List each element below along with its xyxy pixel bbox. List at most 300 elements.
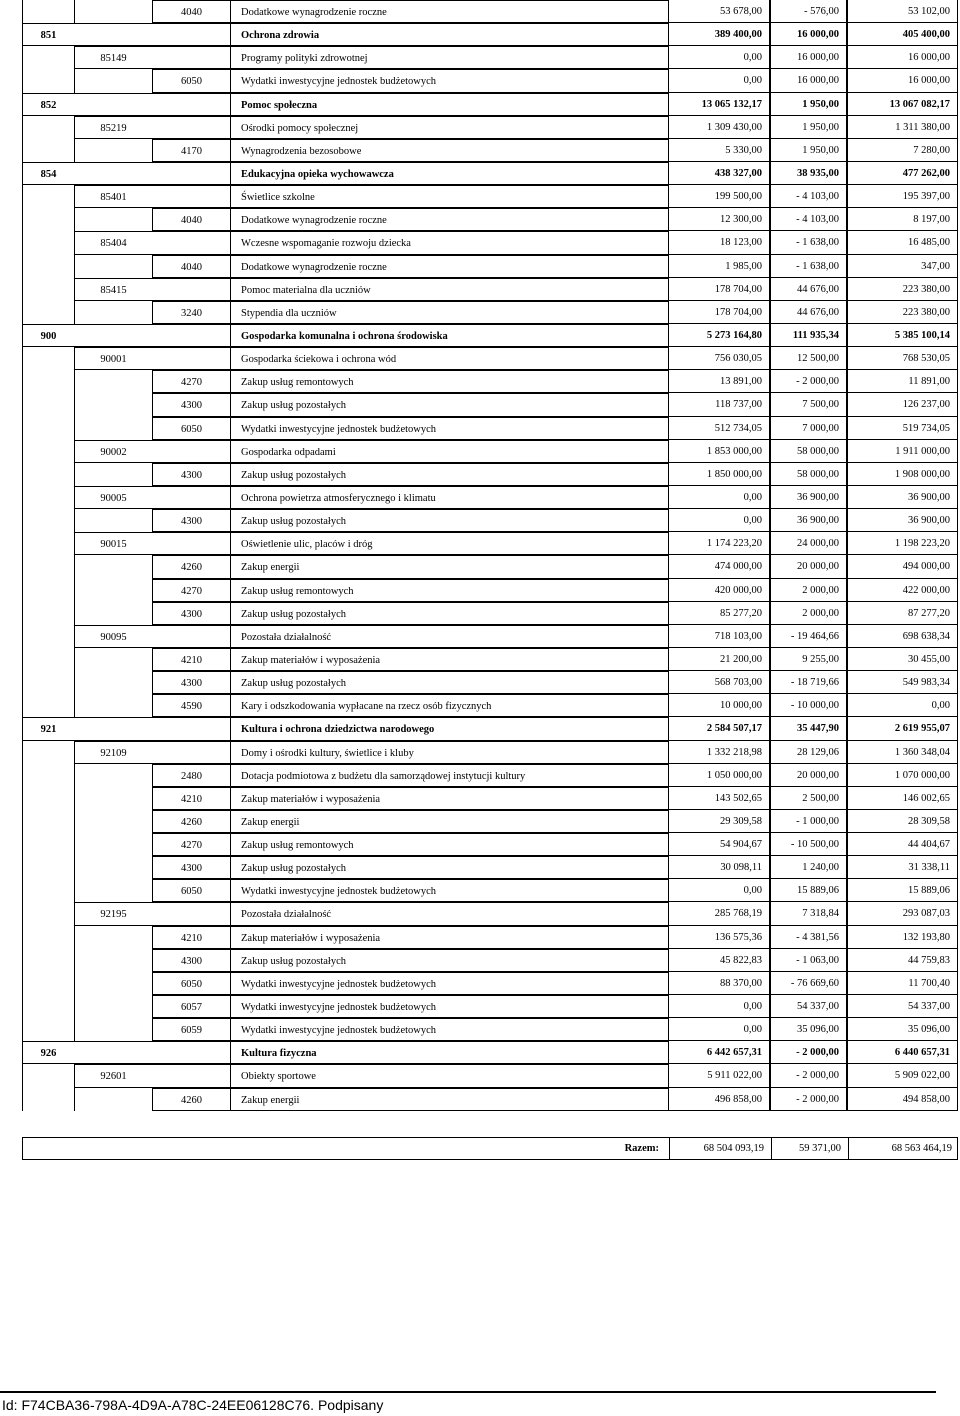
division-code (22, 926, 74, 949)
chapter-code: 85149 (74, 46, 152, 69)
plan-value: 0,00 (668, 68, 770, 92)
item-name: Gospodarka komunalna i ochrona środowiska (230, 324, 668, 347)
plan-value: 420 000,00 (668, 578, 770, 602)
table-row (22, 671, 958, 694)
change-value: 28 129,06 (770, 740, 847, 764)
after-change-value: 195 397,00 (847, 184, 958, 208)
after-change-value: 28 309,58 (847, 809, 958, 833)
paragraph-code (152, 116, 230, 139)
chapter-code: 85415 (74, 278, 152, 301)
item-name: Dodatkowe wynagrodzenie roczne (230, 255, 668, 278)
plan-value: 143 502,65 (668, 786, 770, 810)
paragraph-code (152, 278, 230, 301)
change-value: 16 000,00 (770, 45, 847, 69)
table-row (22, 995, 958, 1018)
paragraph-code (152, 185, 230, 208)
paragraph-code: 4170 (152, 139, 230, 162)
chapter-code (74, 787, 152, 810)
change-value: - 1 638,00 (770, 254, 847, 278)
total-plan: 68 504 093,19 (669, 1138, 771, 1159)
paragraph-code: 4300 (152, 856, 230, 879)
chapter-code (74, 764, 152, 787)
item-name: Ochrona powietrza atmosferycznego i klimatu (230, 486, 668, 509)
item-name: Wydatki inwestycyjne jednostek budżetowych (230, 1018, 668, 1041)
plan-value: 718 103,00 (668, 624, 770, 648)
chapter-code (74, 1018, 152, 1041)
table-row (22, 278, 958, 301)
chapter-code (74, 417, 152, 440)
item-name: Zakup usług pozostałych (230, 463, 668, 486)
table-row (22, 1064, 958, 1087)
item-name: Wydatki inwestycyjne jednostek budżetowych (230, 417, 668, 440)
change-value: 9 255,00 (770, 647, 847, 671)
paragraph-code: 4210 (152, 787, 230, 810)
item-name: Kultura fizyczna (230, 1041, 668, 1064)
after-change-value: 494 858,00 (847, 1087, 958, 1111)
chapter-code (74, 1088, 152, 1111)
change-value: 7 000,00 (770, 416, 847, 440)
change-value: 1 240,00 (770, 855, 847, 879)
after-change-value: 1 311 380,00 (847, 115, 958, 139)
paragraph-code (152, 1041, 230, 1064)
division-code (22, 879, 74, 902)
item-name: Zakup usług remontowych (230, 370, 668, 393)
change-value: - 2 000,00 (770, 1040, 847, 1064)
after-change-value: 2 619 955,07 (847, 716, 958, 740)
division-code (22, 555, 74, 578)
division-code (22, 579, 74, 602)
paragraph-code: 4040 (152, 208, 230, 231)
after-change-value: 698 638,34 (847, 624, 958, 648)
chapter-code (74, 926, 152, 949)
change-value: 1 950,00 (770, 92, 847, 116)
after-change-value: 1 911 000,00 (847, 439, 958, 463)
chapter-code (74, 671, 152, 694)
chapter-code (74, 856, 152, 879)
table-row (22, 463, 958, 486)
division-code (22, 139, 74, 162)
plan-value: 438 327,00 (668, 161, 770, 185)
change-value: - 1 063,00 (770, 948, 847, 972)
item-name: Ochrona zdrowia (230, 23, 668, 46)
item-name: Zakup materiałów i wyposażenia (230, 787, 668, 810)
paragraph-code: 4270 (152, 579, 230, 602)
plan-value: 13 065 132,17 (668, 92, 770, 116)
table-row (22, 231, 958, 254)
division-code (22, 278, 74, 301)
chapter-code (74, 972, 152, 995)
plan-value: 45 822,83 (668, 948, 770, 972)
change-value: - 2 000,00 (770, 369, 847, 393)
chapter-code: 85219 (74, 116, 152, 139)
chapter-code (74, 879, 152, 902)
change-value: 38 935,00 (770, 161, 847, 185)
table-row (22, 764, 958, 787)
paragraph-code (152, 440, 230, 463)
change-value: 7 318,84 (770, 901, 847, 925)
division-code (22, 949, 74, 972)
chapter-code: 92601 (74, 1064, 152, 1087)
change-value: - 1 000,00 (770, 809, 847, 833)
table-row (22, 116, 958, 139)
paragraph-code (152, 1064, 230, 1087)
division-code (22, 741, 74, 764)
plan-value: 1 850 000,00 (668, 462, 770, 486)
division-code (22, 116, 74, 139)
after-change-value: 1 198 223,20 (847, 531, 958, 555)
chapter-code (74, 810, 152, 833)
item-name: Wydatki inwestycyjne jednostek budżetowych (230, 69, 668, 92)
chapter-code (74, 23, 152, 46)
table-row (22, 347, 958, 370)
division-code (22, 625, 74, 648)
item-name: Stypendia dla uczniów (230, 301, 668, 324)
paragraph-code: 4300 (152, 949, 230, 972)
paragraph-code: 4210 (152, 926, 230, 949)
plan-value: 0,00 (668, 994, 770, 1018)
item-name: Domy i ośrodki kultury, świetlice i kluby (230, 741, 668, 764)
plan-value: 1 985,00 (668, 254, 770, 278)
plan-value: 18 123,00 (668, 230, 770, 254)
division-code (22, 509, 74, 532)
item-name: Zakup materiałów i wyposażenia (230, 648, 668, 671)
after-change-value: 44 759,83 (847, 948, 958, 972)
after-change-value: 132 193,80 (847, 925, 958, 949)
after-change-value: 16 000,00 (847, 68, 958, 92)
chapter-code (74, 602, 152, 625)
division-code (22, 370, 74, 393)
plan-value: 199 500,00 (668, 184, 770, 208)
table-row (22, 648, 958, 671)
item-name: Wydatki inwestycyjne jednostek budżetowych (230, 972, 668, 995)
item-name: Zakup usług pozostałych (230, 509, 668, 532)
table-row (22, 393, 958, 416)
table-row (22, 879, 958, 902)
plan-value: 1 853 000,00 (668, 439, 770, 463)
change-value: - 10 000,00 (770, 693, 847, 717)
chapter-code (74, 93, 152, 116)
plan-value: 136 575,36 (668, 925, 770, 949)
chapter-code: 90001 (74, 347, 152, 370)
table-row (22, 255, 958, 278)
plan-value: 6 442 657,31 (668, 1040, 770, 1064)
item-name: Zakup usług pozostałych (230, 671, 668, 694)
chapter-code: 92195 (74, 902, 152, 925)
division-code (22, 46, 74, 69)
division-code (22, 671, 74, 694)
chapter-code (74, 579, 152, 602)
table-row (22, 301, 958, 324)
paragraph-code: 4040 (152, 0, 230, 23)
table-row (22, 625, 958, 648)
item-name: Ośrodki pomocy społecznej (230, 116, 668, 139)
plan-value: 0,00 (668, 878, 770, 902)
chapter-code (74, 324, 152, 347)
change-value: 111 935,34 (770, 323, 847, 347)
division-code (22, 463, 74, 486)
plan-value: 178 704,00 (668, 277, 770, 301)
change-value: 15 889,06 (770, 878, 847, 902)
table-row (22, 185, 958, 208)
paragraph-code (152, 486, 230, 509)
chapter-code (74, 509, 152, 532)
total-after: 68 563 464,19 (848, 1138, 959, 1159)
after-change-value: 549 983,34 (847, 670, 958, 694)
plan-value: 389 400,00 (668, 22, 770, 46)
table-row (22, 949, 958, 972)
plan-value: 29 309,58 (668, 809, 770, 833)
change-value: - 10 500,00 (770, 832, 847, 856)
table-row (22, 162, 958, 185)
plan-value: 512 734,05 (668, 416, 770, 440)
division-code: 900 (22, 324, 74, 347)
change-value: 2 000,00 (770, 601, 847, 625)
table-row (22, 902, 958, 925)
paragraph-code: 2480 (152, 764, 230, 787)
plan-value: 5 911 022,00 (668, 1063, 770, 1087)
change-value: - 4 381,56 (770, 925, 847, 949)
paragraph-code (152, 23, 230, 46)
item-name: Zakup materiałów i wyposażenia (230, 926, 668, 949)
change-value: 58 000,00 (770, 439, 847, 463)
plan-value: 10 000,00 (668, 693, 770, 717)
chapter-code (74, 717, 152, 740)
after-change-value: 5 385 100,14 (847, 323, 958, 347)
footer-divider (0, 1391, 936, 1393)
after-change-value: 0,00 (847, 693, 958, 717)
table-row (22, 555, 958, 578)
division-code (22, 856, 74, 879)
plan-value: 285 768,19 (668, 901, 770, 925)
division-code (22, 764, 74, 787)
plan-value: 1 174 223,20 (668, 531, 770, 555)
paragraph-code (152, 625, 230, 648)
paragraph-code (152, 46, 230, 69)
paragraph-code: 3240 (152, 301, 230, 324)
paragraph-code: 6057 (152, 995, 230, 1018)
total-row (22, 1137, 958, 1160)
after-change-value: 87 277,20 (847, 601, 958, 625)
table-row (22, 486, 958, 509)
table-row (22, 46, 958, 69)
chapter-code (74, 463, 152, 486)
paragraph-code (152, 717, 230, 740)
item-name: Pozostała działalność (230, 625, 668, 648)
division-code: 852 (22, 93, 74, 116)
change-value: - 1 638,00 (770, 230, 847, 254)
item-name: Zakup usług remontowych (230, 579, 668, 602)
item-name: Dotacja podmiotowa z budżetu dla samorządowej instytucji kultury (230, 764, 668, 787)
change-value: 58 000,00 (770, 462, 847, 486)
table-row (22, 926, 958, 949)
after-change-value: 146 002,65 (847, 786, 958, 810)
change-value: - 4 103,00 (770, 184, 847, 208)
chapter-code: 92109 (74, 741, 152, 764)
division-code (22, 787, 74, 810)
after-change-value: 7 280,00 (847, 138, 958, 162)
after-change-value: 13 067 082,17 (847, 92, 958, 116)
change-value: 35 096,00 (770, 1017, 847, 1041)
paragraph-code: 4300 (152, 393, 230, 416)
item-name: Dodatkowe wynagrodzenie roczne (230, 0, 668, 23)
change-value: 36 900,00 (770, 485, 847, 509)
division-code (22, 602, 74, 625)
plan-value: 5 330,00 (668, 138, 770, 162)
table-row (22, 717, 958, 740)
division-code: 926 (22, 1041, 74, 1064)
paragraph-code (152, 162, 230, 185)
item-name: Kary i odszkodowania wypłacane na rzecz osób fizycznych (230, 694, 668, 717)
table-row (22, 972, 958, 995)
table-row (22, 440, 958, 463)
plan-value: 5 273 164,80 (668, 323, 770, 347)
chapter-code (74, 255, 152, 278)
after-change-value: 1 070 000,00 (847, 763, 958, 787)
document-id-footer: Id: F74CBA36-798A-4D9A-A78C-24EE06128C76. Podpisany (2, 1397, 384, 1413)
chapter-code (74, 69, 152, 92)
after-change-value: 223 380,00 (847, 277, 958, 301)
paragraph-code: 4270 (152, 833, 230, 856)
division-code (22, 532, 74, 555)
plan-value: 1 309 430,00 (668, 115, 770, 139)
change-value: 7 500,00 (770, 392, 847, 416)
plan-value: 21 200,00 (668, 647, 770, 671)
change-value: - 2 000,00 (770, 1087, 847, 1111)
item-name: Zakup usług pozostałych (230, 949, 668, 972)
table-row (22, 1018, 958, 1041)
change-value: - 76 669,60 (770, 971, 847, 995)
division-code (22, 972, 74, 995)
table-row (22, 1041, 958, 1064)
after-change-value: 494 000,00 (847, 554, 958, 578)
change-value: 12 500,00 (770, 346, 847, 370)
item-name: Pomoc materialna dla uczniów (230, 278, 668, 301)
plan-value: 568 703,00 (668, 670, 770, 694)
chapter-code (74, 301, 152, 324)
item-name: Zakup usług pozostałych (230, 393, 668, 416)
after-change-value: 422 000,00 (847, 578, 958, 602)
change-value: 24 000,00 (770, 531, 847, 555)
division-code (22, 1018, 74, 1041)
paragraph-code (152, 902, 230, 925)
item-name: Zakup usług pozostałych (230, 856, 668, 879)
item-name: Zakup energii (230, 1088, 668, 1111)
chapter-code (74, 995, 152, 1018)
change-value: - 2 000,00 (770, 1063, 847, 1087)
paragraph-code: 6050 (152, 417, 230, 440)
item-name: Zakup usług remontowych (230, 833, 668, 856)
table-row (22, 579, 958, 602)
after-change-value: 519 734,05 (847, 416, 958, 440)
total-label: Razem: (624, 1143, 659, 1154)
division-code (22, 417, 74, 440)
table-row (22, 602, 958, 625)
chapter-code (74, 208, 152, 231)
table-row (22, 1088, 958, 1111)
after-change-value: 16 485,00 (847, 230, 958, 254)
division-code: 851 (22, 23, 74, 46)
table-row (22, 69, 958, 92)
plan-value: 0,00 (668, 508, 770, 532)
table-row (22, 370, 958, 393)
after-change-value: 35 096,00 (847, 1017, 958, 1041)
division-code (22, 208, 74, 231)
item-name: Wynagrodzenia bezosobowe (230, 139, 668, 162)
after-change-value: 31 338,11 (847, 855, 958, 879)
chapter-code: 90005 (74, 486, 152, 509)
change-value: 44 676,00 (770, 277, 847, 301)
paragraph-code: 6059 (152, 1018, 230, 1041)
item-name: Gospodarka ściekowa i ochrona wód (230, 347, 668, 370)
paragraph-code: 4300 (152, 602, 230, 625)
chapter-code (74, 370, 152, 393)
paragraph-code (152, 741, 230, 764)
after-change-value: 223 380,00 (847, 300, 958, 324)
division-code (22, 255, 74, 278)
after-change-value: 6 440 657,31 (847, 1040, 958, 1064)
division-code (22, 347, 74, 370)
item-name: Edukacyjna opieka wychowawcza (230, 162, 668, 185)
item-name: Zakup energii (230, 810, 668, 833)
division-code (22, 902, 74, 925)
division-code (22, 0, 74, 23)
chapter-code (74, 949, 152, 972)
division-code (22, 833, 74, 856)
paragraph-code (152, 93, 230, 116)
plan-value: 0,00 (668, 45, 770, 69)
chapter-code (74, 555, 152, 578)
chapter-code (74, 139, 152, 162)
chapter-code: 85401 (74, 185, 152, 208)
change-value: - 4 103,00 (770, 207, 847, 231)
plan-value: 1 332 218,98 (668, 740, 770, 764)
item-name: Kultura i ochrona dziedzictwa narodowego (230, 717, 668, 740)
change-value: 1 950,00 (770, 115, 847, 139)
chapter-code: 90015 (74, 532, 152, 555)
table-row (22, 787, 958, 810)
division-code (22, 301, 74, 324)
paragraph-code: 4300 (152, 671, 230, 694)
plan-value: 756 030,05 (668, 346, 770, 370)
chapter-code (74, 0, 152, 23)
after-change-value: 768 530,05 (847, 346, 958, 370)
item-name: Wczesne wspomaganie rozwoju dziecka (230, 231, 668, 254)
table-row (22, 0, 958, 23)
item-name: Oświetlenie ulic, placów i dróg (230, 532, 668, 555)
paragraph-code: 4260 (152, 810, 230, 833)
plan-value: 12 300,00 (668, 207, 770, 231)
division-code (22, 648, 74, 671)
after-change-value: 347,00 (847, 254, 958, 278)
paragraph-code: 4590 (152, 694, 230, 717)
change-value: 2 000,00 (770, 578, 847, 602)
paragraph-code: 4260 (152, 555, 230, 578)
plan-value: 1 050 000,00 (668, 763, 770, 787)
paragraph-code: 4260 (152, 1088, 230, 1111)
chapter-code (74, 833, 152, 856)
division-code (22, 486, 74, 509)
paragraph-code (152, 532, 230, 555)
change-value: 2 500,00 (770, 786, 847, 810)
change-value: 1 950,00 (770, 138, 847, 162)
change-value: - 19 464,66 (770, 624, 847, 648)
plan-value: 0,00 (668, 1017, 770, 1041)
item-name: Wydatki inwestycyjne jednostek budżetowych (230, 879, 668, 902)
after-change-value: 126 237,00 (847, 392, 958, 416)
after-change-value: 293 087,03 (847, 901, 958, 925)
table-row (22, 810, 958, 833)
after-change-value: 405 400,00 (847, 22, 958, 46)
